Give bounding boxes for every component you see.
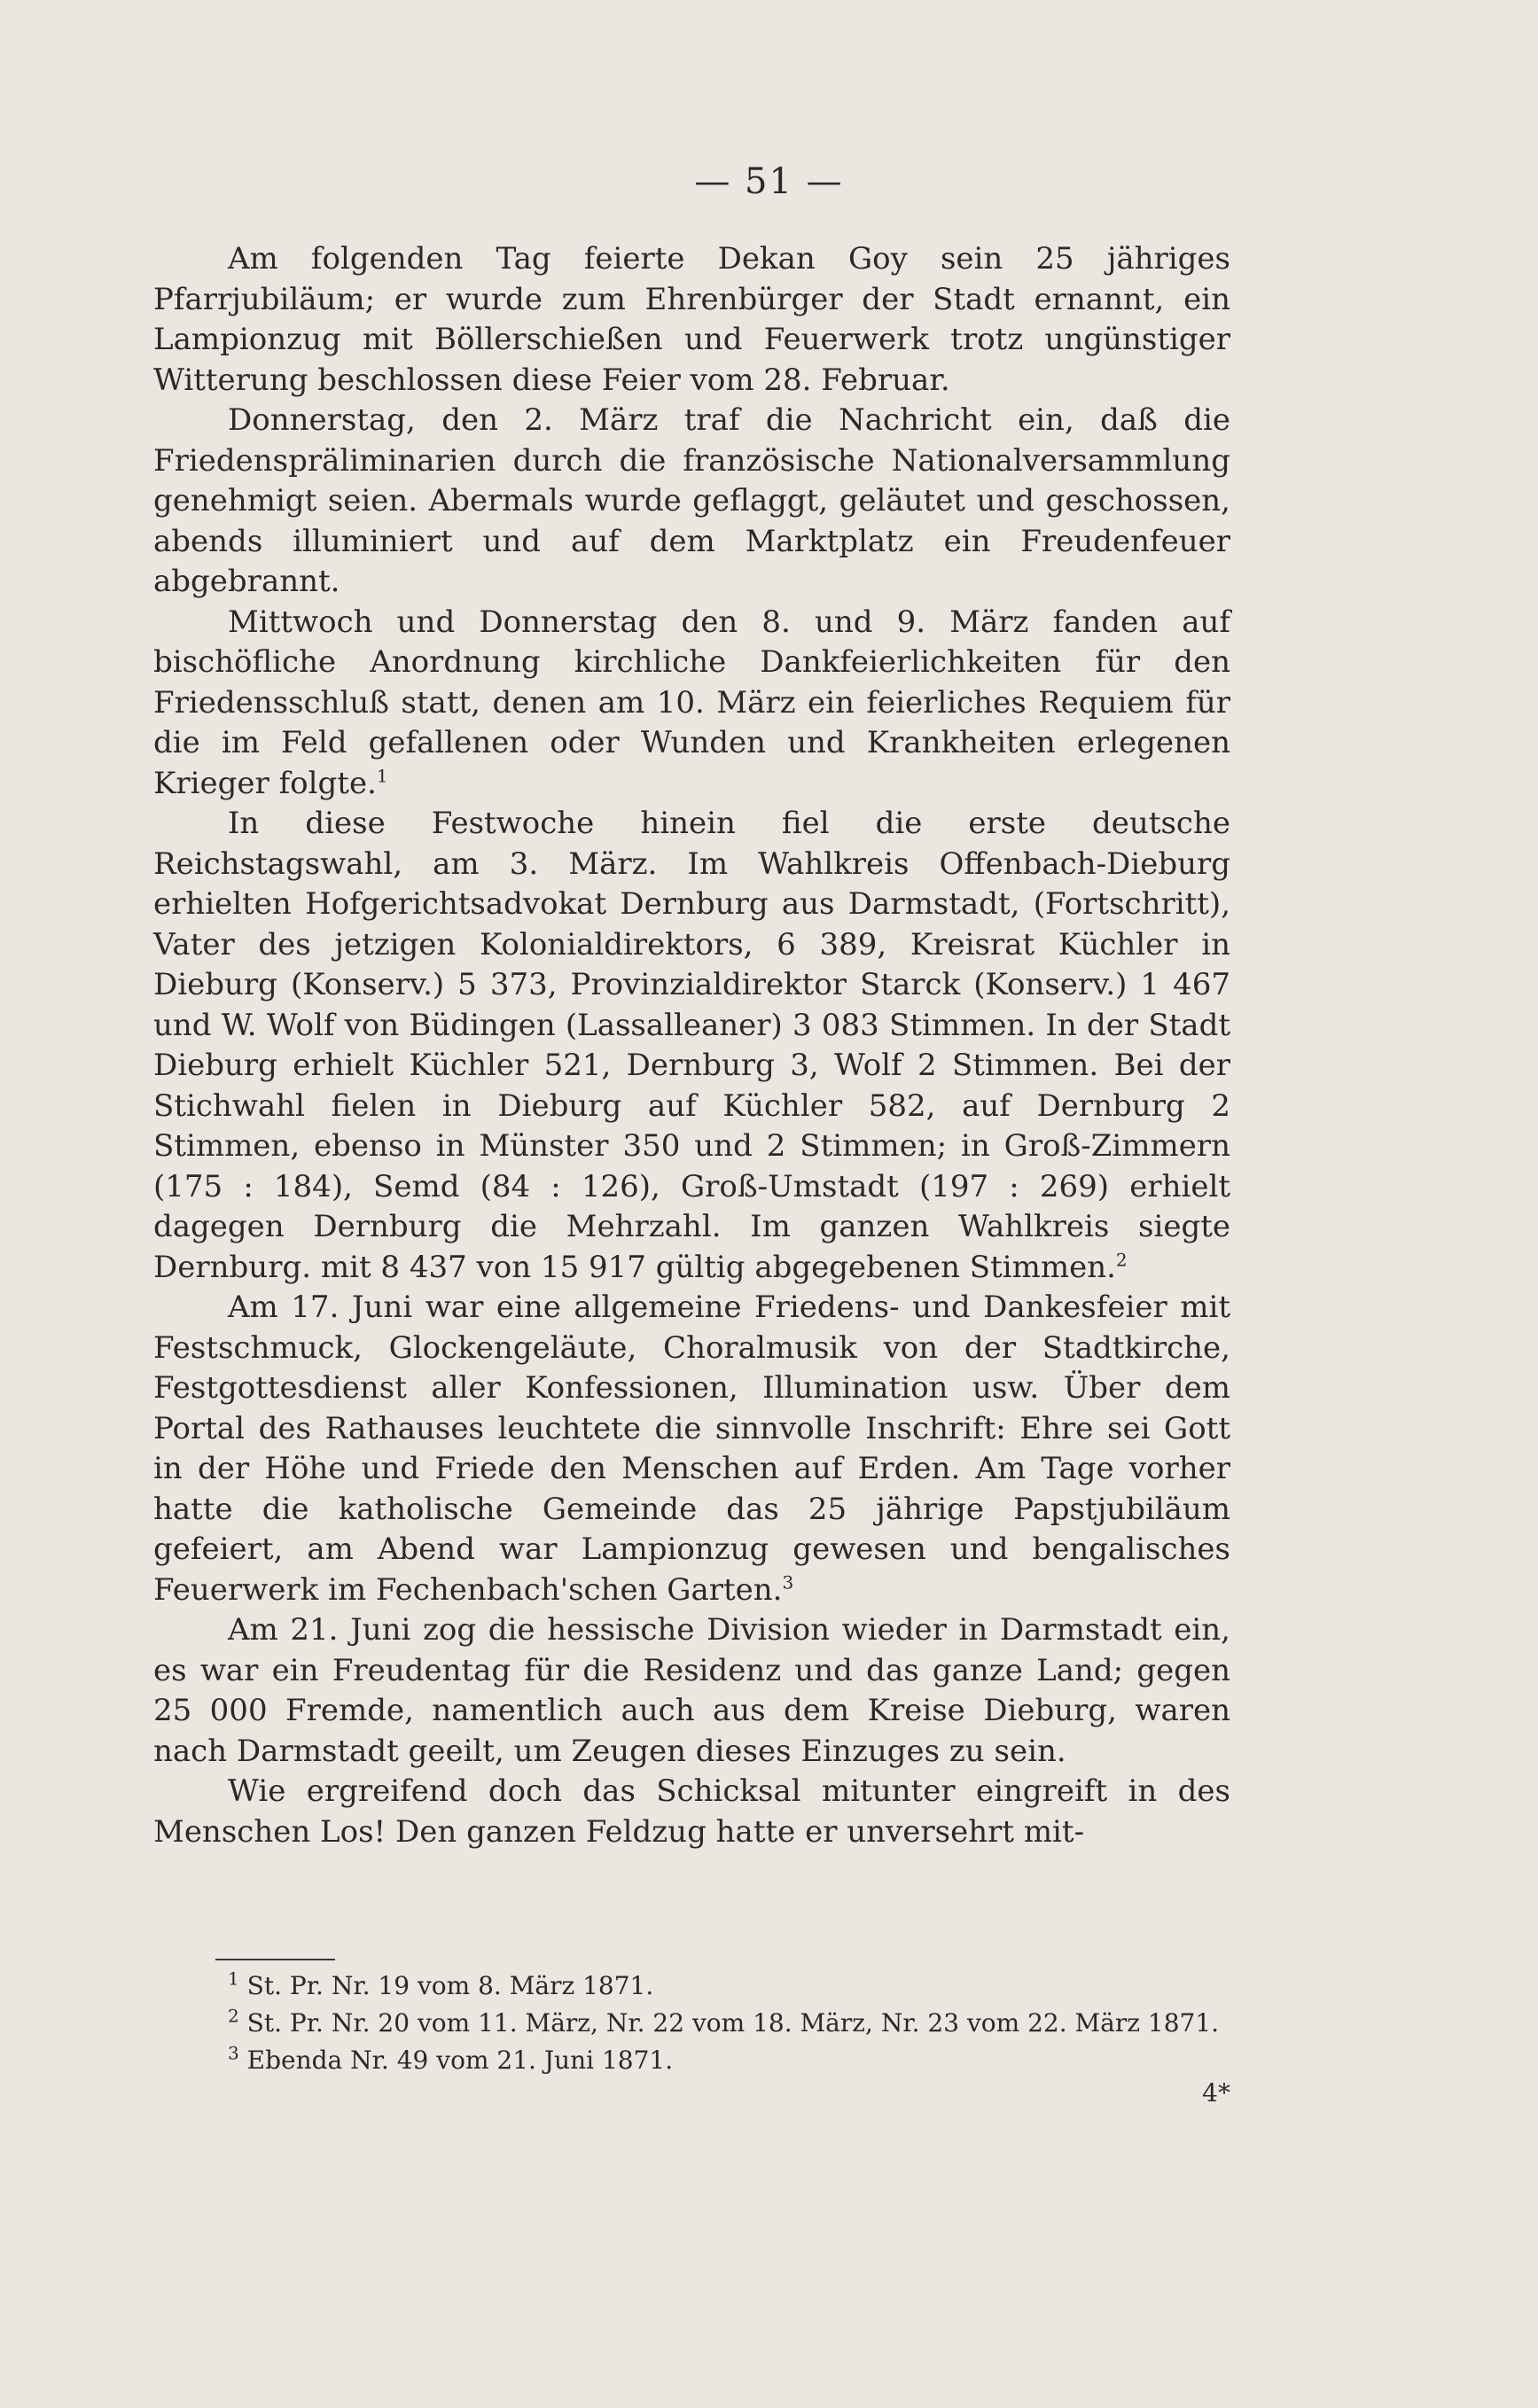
- footnote: $^3$ Ebenda Nr. 49 vom 21. Juni 1871.: [228, 2042, 674, 2075]
- footnote-marker: 3: [228, 2042, 239, 2064]
- paragraph: Mittwoch und Donnerstag den 8. und 9. März fanden auf bischöfliche Anordnung kirchliche Dankfeierlichkeiten für den Friedensschluß statt, denen am 10. März ein feierliches Requiem für die im Feld gefallenen oder Wunden und Krankheiten erlegenen Krieger folgte.$^1$: [153, 604, 1230, 801]
- footnote-marker: 1: [228, 1968, 239, 1990]
- signature-mark: 4*: [1202, 2078, 1230, 2108]
- footnotes: [153, 1959, 1230, 2079]
- footnote: $^1$ St. Pr. Nr. 19 vom 8. März 1871.: [228, 1968, 654, 2000]
- paragraph: Am 21. Juni zog die hessische Division wieder in Darmstadt ein, es war ein Freudentag für die Residenz und das ganze Land; gegen 25 000 Fremde, namentlich auch aus dem Kreise Dieburg, waren nach Darmstadt geeilt, um Zeugen dieses Einzuges zu sein.: [153, 1612, 1230, 1769]
- page-number: — 51 —: [694, 161, 844, 202]
- body-text: [153, 239, 1230, 1852]
- footnote-marker: 2: [228, 2005, 239, 2027]
- footnote-ref: 3: [782, 1571, 794, 1594]
- paragraph: Donnerstag, den 2. März traf die Nachricht ein, daß die Friedenspräliminarien durch die französische Nationalversammlung genehmigt seien. Abermals wurde geflaggt, geläutet und geschossen, abends illuminiert und auf dem Marktplatz ein Freudenfeuer abgebrannt.: [153, 402, 1230, 599]
- footnote: $^2$ St. Pr. Nr. 20 vom 11. März, Nr. 22 vom 18. März, Nr. 23 vom 22. März 1871.: [228, 2005, 1220, 2038]
- footnote-ref: 2: [1115, 1249, 1128, 1271]
- paragraph: Wie ergreifend doch das Schicksal mitunter eingreift in des Menschen Los! Den ganzen Feldzug hatte er unversehrt mit-: [153, 1773, 1230, 1850]
- footnote-ref: 1: [376, 765, 388, 787]
- paragraph: Am 17. Juni war eine allgemeine Friedens- und Dankesfeier mit Festschmuck, Glockengeläute, Choralmusik von der Stadtkirche, Festgottesdienst aller Konfessionen, Illumination usw. Über dem Portal des Rathauses leuchtete die sinnvolle Inschrift: Ehre sei Gott in der Höhe und Friede den Menschen auf Erden. Am Tage vorher hatte die katholische Gemeinde das 25 jährige Papstjubiläum gefeiert, am Abend war Lampionzug gewesen und bengalisches Feuerwerk im Fechenbach'schen Garten.$^3$: [153, 1290, 1230, 1608]
- paragraph: Am folgenden Tag feierte Dekan Goy sein 25 jähriges Pfarrjubiläum; er wurde zum Ehrenbürger der Stadt ernannt, ein Lampionzug mit Böllerschießen und Feuerwerk trotz ungünstiger Witterung beschlossen diese Feier vom 28. Februar.: [153, 241, 1230, 398]
- footnote-rule: [215, 1959, 335, 1960]
- paragraph: In diese Festwoche hinein fiel die erste deutsche Reichstagswahl, am 3. März. Im Wahlkreis Offenbach-Dieburg erhielten Hofgerichtsadvokat Dernburg aus Darmstadt, (Fortschritt), Vater des jetzigen Kolonialdirektors, 6 389, Kreisrat Küchler in Dieburg (Konserv.) 5 373, Provinzialdirektor Starck (Konserv.) 1 467 und W. Wolf von Büdingen (Lassalleaner) 3 083 Stimmen. In der Stadt Dieburg erhielt Küchler 521, Dernburg 3, Wolf 2 Stimmen. Bei der Stichwahl fielen in Dieburg auf Küchler 582, auf Dernburg 2 Stimmen, ebenso in Münster 350 und 2 Stimmen; in Groß-Zimmern (175 : 184), Semd (84 : 126), Groß-Umstadt (197 : 269) erhielt dagegen Dernburg die Mehrzahl. Im ganzen Wahlkreis siegte Dernburg. mit 8 437 von 15 917 gültig abgegebenen Stimmen.$^2$: [153, 806, 1230, 1285]
